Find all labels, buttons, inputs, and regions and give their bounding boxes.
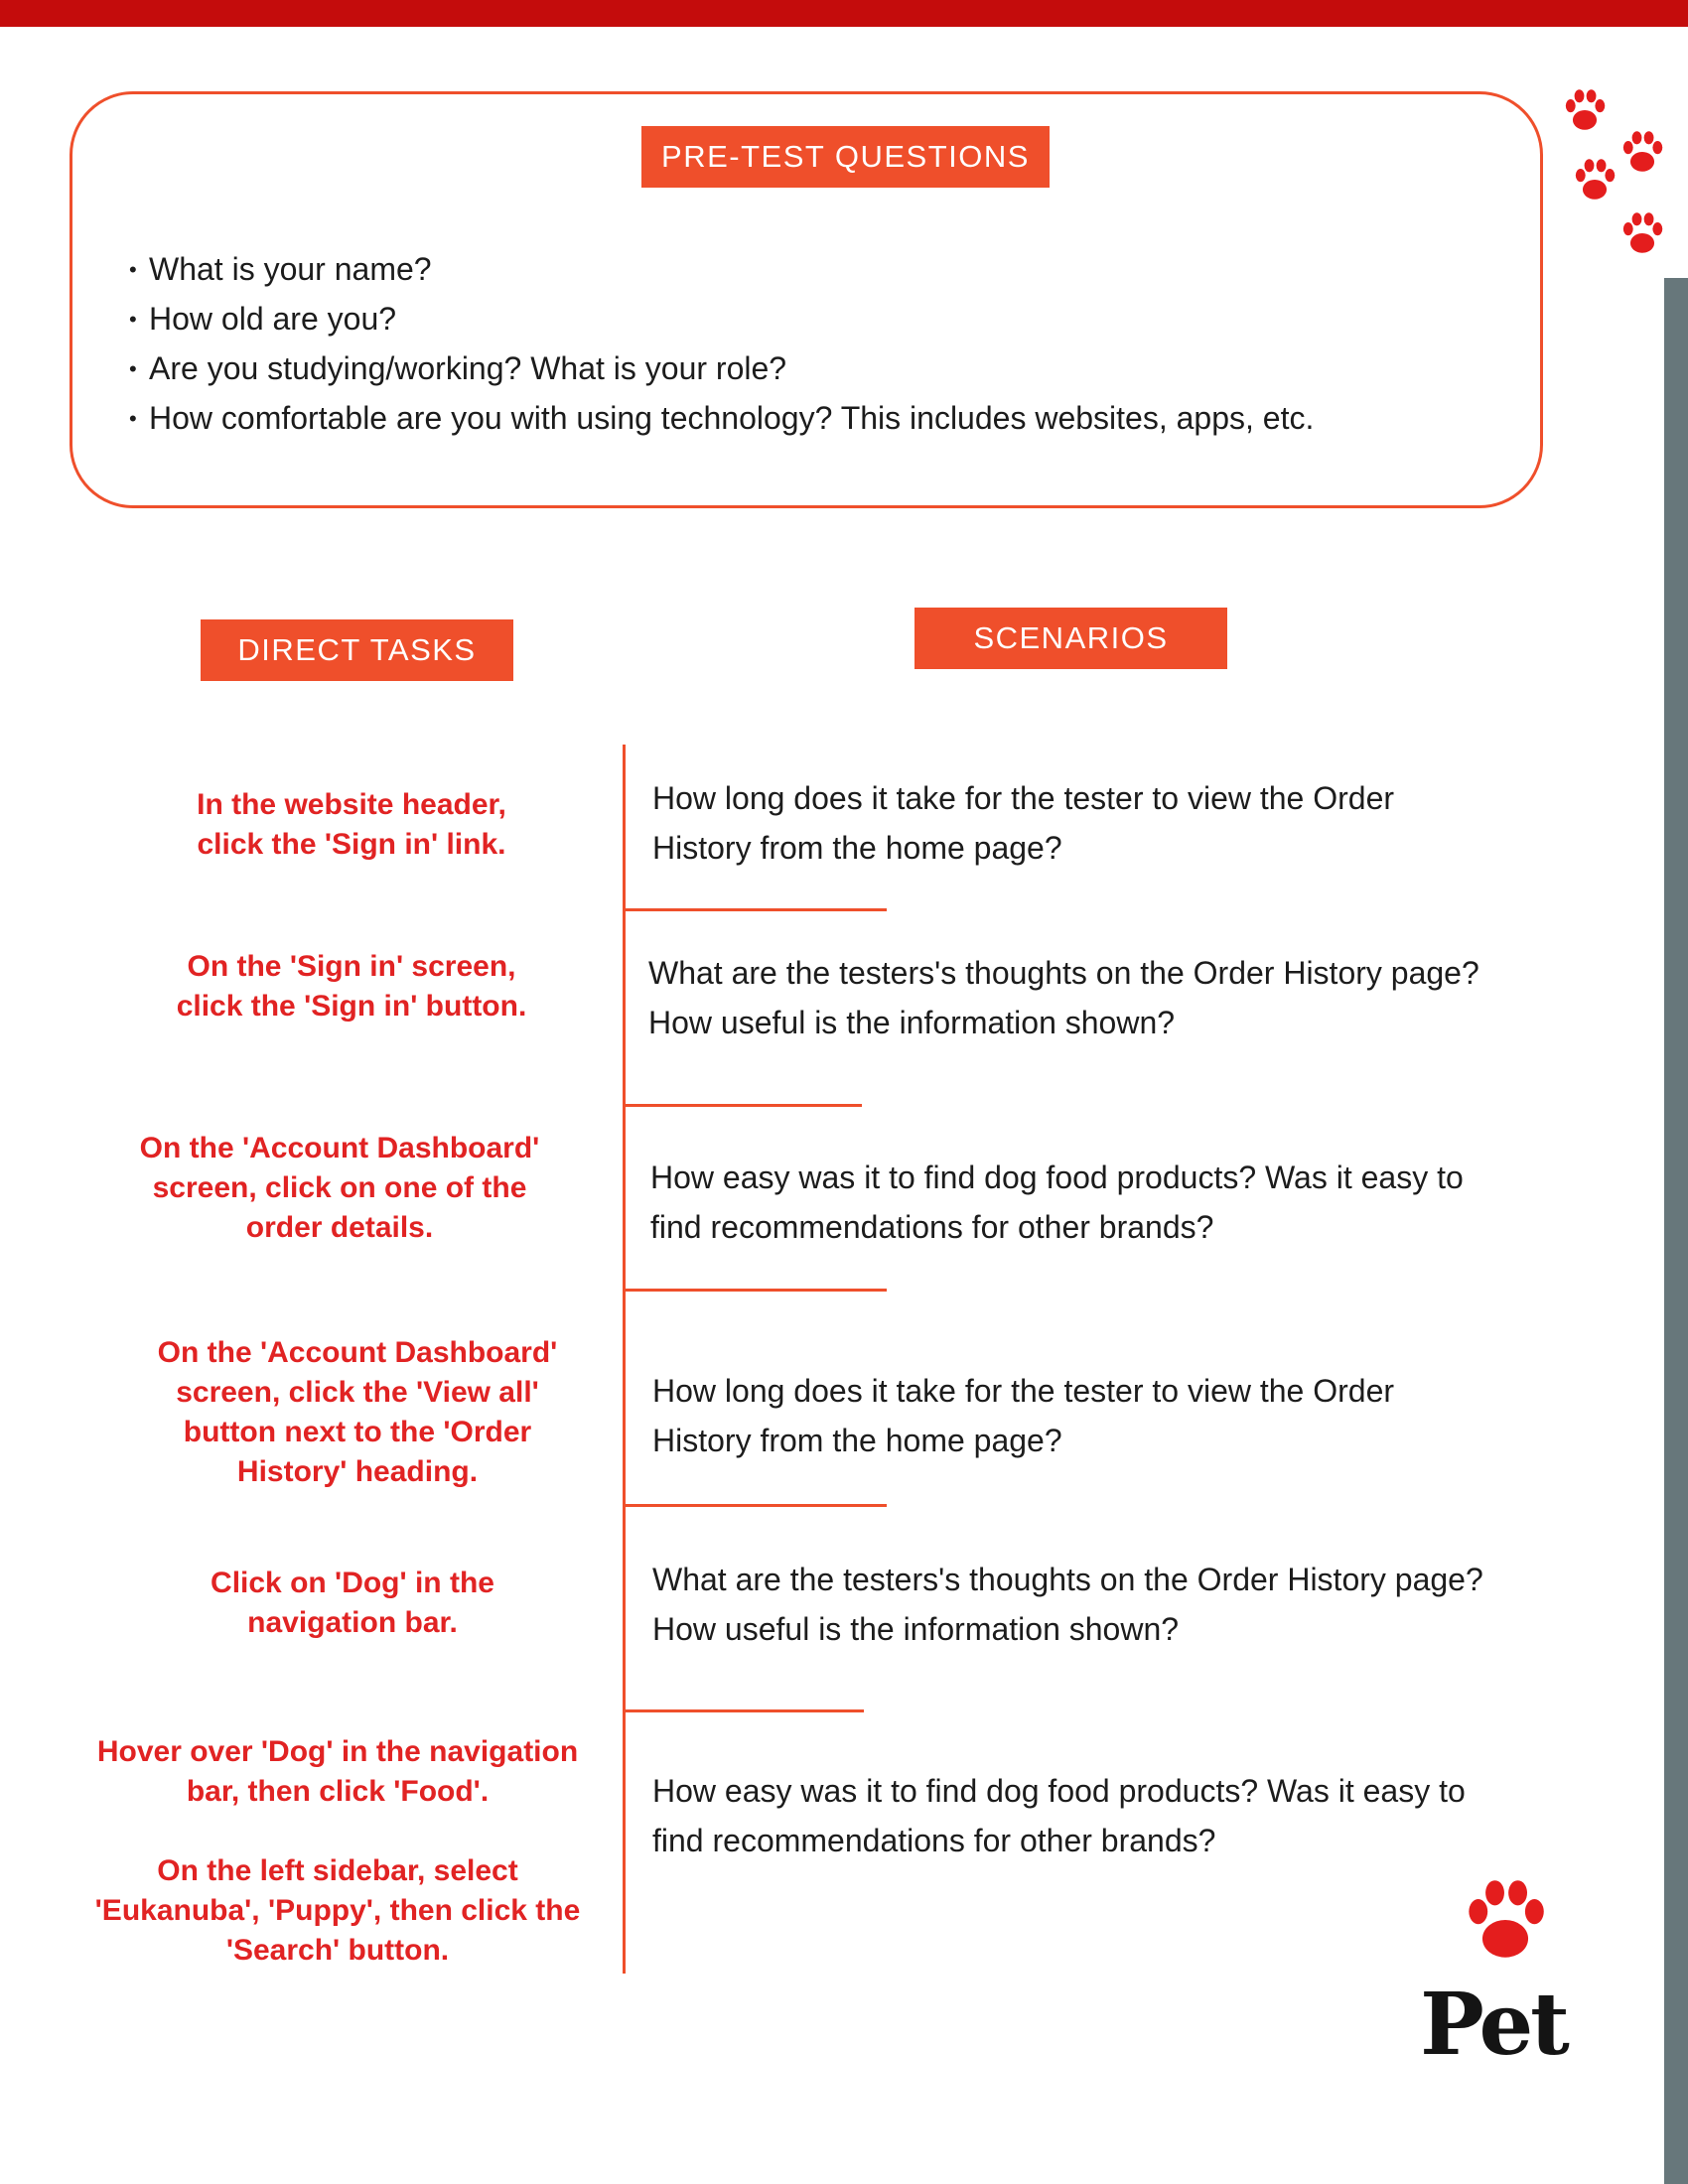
scenario-1: How long does it take for the tester to view the Order History from the home page? — [652, 780, 1395, 866]
pet-logo — [1414, 1876, 1573, 2075]
row-separator — [625, 908, 887, 911]
scenario-3: How easy was it to find dog food products? Was it easy to find recommendations for other brands? — [650, 1160, 1464, 1245]
direct-task-6: Hover over 'Dog' in the navigation bar, then click 'Food'. On the left sidebar, select 'Eukanuba', 'Puppy', then click the 'Search' button. — [94, 1735, 581, 1967]
pretest-question-list — [129, 244, 1314, 443]
list-item: • What is your name? — [129, 244, 1314, 294]
paw-print-icon — [1563, 87, 1607, 133]
bullet-icon: • — [129, 406, 137, 431]
list-item: • How comfortable are you with using technology? This includes websites, apps, etc. — [129, 393, 1314, 443]
paw-icon — [1464, 1876, 1547, 1964]
direct-task-1: In the website header, click the 'Sign in' link. — [197, 788, 506, 861]
direct-task-4: On the 'Account Dashboard' screen, click the 'View all' button next to the 'Order History' heading. — [157, 1336, 558, 1488]
direct-task-3: On the 'Account Dashboard' screen, click on one of the order details. — [139, 1132, 540, 1244]
scenario-5: What are the testers's thoughts on the Order History page? How useful is the information shown? — [652, 1562, 1483, 1647]
paw-print-icon — [1620, 129, 1664, 175]
scenario-2: What are the testers's thoughts on the Order History page? How useful is the information shown? — [648, 955, 1479, 1040]
bullet-icon: • — [129, 257, 137, 282]
paw-print-icon — [1573, 157, 1617, 203]
scenarios-label: SCENARIOS — [914, 608, 1227, 669]
vertical-divider — [623, 745, 626, 1974]
scenario-6: How easy was it to find dog food products? Was it easy to find recommendations for other brands? — [652, 1773, 1466, 1858]
direct-task-5: Click on 'Dog' in the navigation bar. — [211, 1567, 494, 1639]
logo-text: Pet — [1420, 1975, 1567, 2075]
row-separator — [625, 1709, 864, 1712]
paw-print-icon — [1620, 210, 1664, 256]
side-accent-bar — [1664, 278, 1688, 2184]
bullet-icon: • — [129, 356, 137, 381]
row-separator — [625, 1504, 887, 1507]
row-separator — [625, 1289, 887, 1292]
list-item: • Are you studying/working? What is your role? — [129, 343, 1314, 393]
list-item: • How old are you? — [129, 294, 1314, 343]
top-accent-bar — [0, 0, 1688, 27]
direct-tasks-label: DIRECT TASKS — [201, 619, 513, 681]
pretest-questions-label: PRE-TEST QUESTIONS — [641, 126, 1050, 188]
row-separator — [625, 1104, 862, 1107]
bullet-icon: • — [129, 307, 137, 332]
scenario-4: How long does it take for the tester to view the Order History from the home page? — [652, 1373, 1395, 1458]
direct-task-2: On the 'Sign in' screen, click the 'Sign in' button. — [176, 950, 527, 1023]
